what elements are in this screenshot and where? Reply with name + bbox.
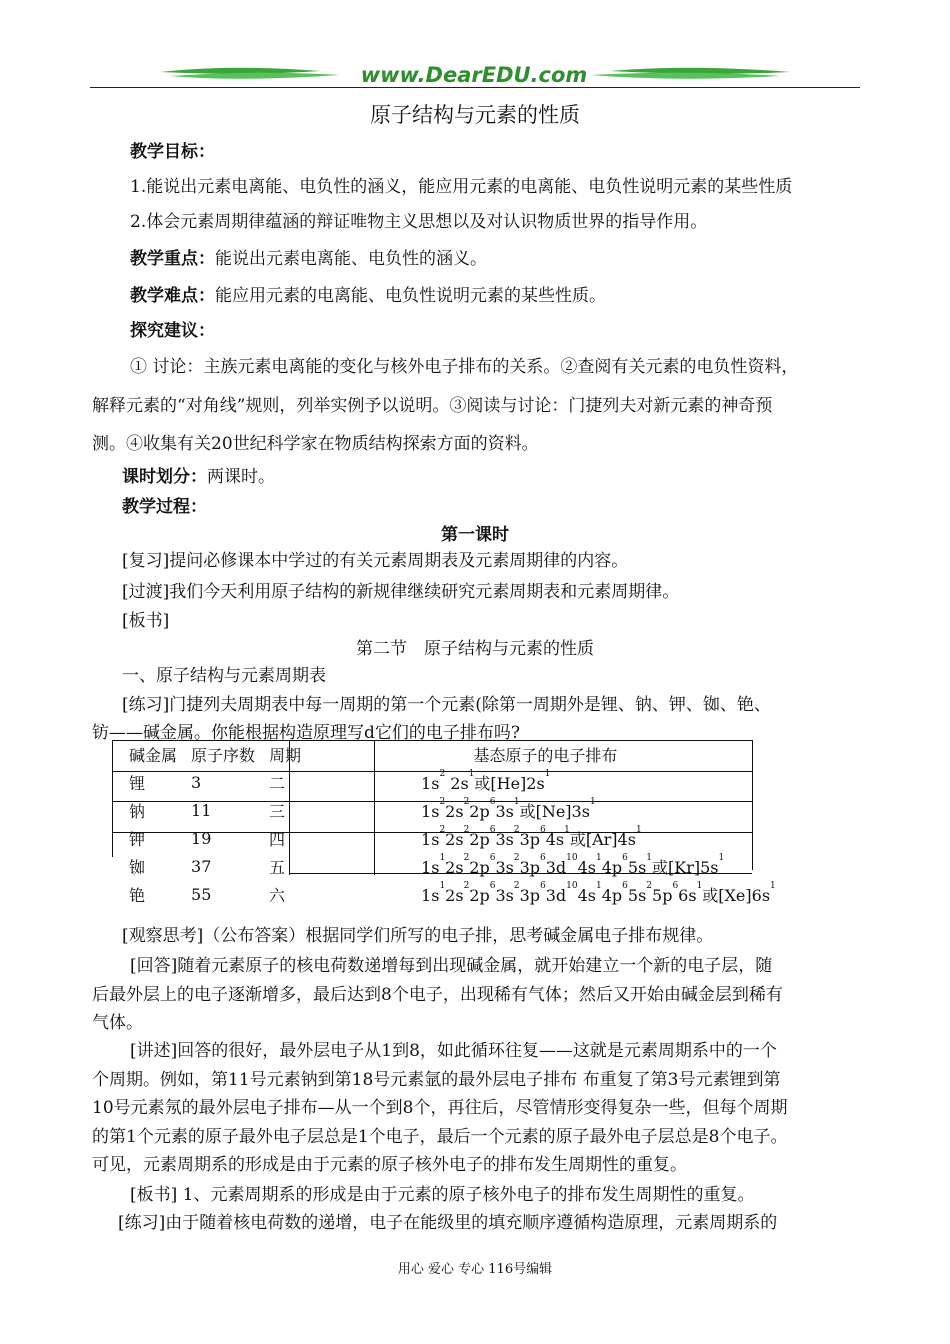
exercise2-line: [练习]由于随着核电荷数的递增，电子在能级里的填充顺序遵循构造原理，元素周期系的	[118, 1213, 778, 1233]
answer-line-1: [回答]随着元素原子的核电荷数递增每到出现碱金属，就开始建立一个新的电子层，随	[130, 956, 773, 976]
answer-line-3: 气体。	[92, 1013, 143, 1033]
header-cell-config: 基态原子的电子排布	[473, 745, 618, 765]
cell-number: 11	[191, 800, 212, 820]
suggestion-line-2: 解释元素的“对角线”规则，列举实例予以说明。③阅读与讨论：门捷列夫对新元素的神奇预	[92, 396, 773, 416]
cell-number: 3	[191, 772, 202, 792]
cell-config-k: $1s^22s^22p^63s^23p^64s^1$或$[Ar]4s^1$	[421, 824, 642, 849]
header-rule	[90, 87, 860, 88]
cell-number: 37	[191, 856, 212, 876]
table-row	[115, 796, 776, 824]
objective-item-2: 2.体会元素周期律蕴涵的辩证唯物主义思想以及对认识物质世界的指导作用。	[130, 212, 708, 232]
observe-line: [观察思考]（公布答案）根据同学们所写的电子排，思考碱金属电子排布规律。	[122, 926, 714, 946]
cell-period: 四	[269, 829, 286, 849]
lesson1-title: 第一课时	[441, 525, 509, 545]
key-point-label: 教学重点：	[130, 249, 215, 269]
lecture-line-1: [讲述]回答的很好，最外层电子从1到8，如此循环往复——这就是元素周期系中的一个	[130, 1041, 777, 1061]
header-cell-metal: 碱金属	[129, 745, 178, 765]
alkali-metal-table	[115, 740, 776, 908]
cell-period: 三	[269, 801, 286, 821]
cell-number: 19	[191, 828, 212, 848]
suggestion-heading: 探究建议：	[130, 321, 215, 341]
cell-name: 锂	[129, 773, 146, 793]
lecture-line-2: 个周期。例如，第11号元素钠到第18号元素氩的最外层电子排布 布重复了第3号元素锂到第	[92, 1070, 781, 1090]
schedule	[122, 466, 275, 488]
cell-name: 钾	[129, 829, 146, 849]
suggestion-line-3: 测。④收集有关20世纪科学家在物质结构探索方面的资料。	[92, 434, 539, 454]
review-line: [复习]提问必修课本中学过的有关元素周期表及元素周期律的内容。	[122, 551, 629, 571]
difficulty-text: 能应用元素的电离能、电负性说明元素的某些性质。	[215, 286, 606, 306]
table-row	[115, 880, 776, 908]
objective-item-1: 1.能说出元素电离能、电负性的涵义，能应用元素的电离能、电负性说明元素的某些性质	[130, 177, 793, 197]
table-header-row	[115, 740, 776, 768]
suggestion-line-1: ① 讨论：主族元素电离能的变化与核外电子排布的关系。②查阅有关元素的电负性资料，	[130, 357, 799, 377]
cell-config-li: $1s^2$ $2s^1$或$[He]2s^1$	[421, 768, 551, 793]
header-cell-period: 周期	[269, 745, 302, 765]
page-footer: 用心 爱心 专心 116号编辑	[397, 1262, 553, 1277]
table-row	[115, 852, 776, 880]
process-heading: 教学过程：	[122, 497, 207, 517]
difficulty	[130, 285, 606, 307]
answer-line-2: 后最外层上的电子逐渐增多，最后达到8个电子，出现稀有气体；然后又开始由碱金层到稀有	[92, 985, 783, 1005]
cell-config-na: $1s^22s^22p^63s^1$或$[Ne]3s^1$	[421, 796, 596, 821]
schedule-text: 两课时。	[207, 467, 275, 487]
key-point	[130, 248, 487, 270]
subsection-title: 一、原子结构与元素周期表	[122, 666, 326, 686]
cell-number: 55	[191, 884, 212, 904]
cell-period: 六	[269, 885, 286, 905]
table-row	[115, 768, 776, 796]
table-border-left	[112, 740, 113, 857]
cell-name: 铯	[129, 885, 146, 905]
cell-name: 钠	[129, 801, 146, 821]
lecture-line-5: 可见，元素周期系的形成是由于元素的原子核外电子的排布发生周期性的重复。	[92, 1155, 687, 1175]
header-logo-text: www.DearEDU.com	[360, 63, 588, 87]
cell-config-rb: $1s^12s^22p^63s^23p^63d^{10}4s^14p^65s^1$或$[Kr]5s^1$	[421, 852, 725, 877]
key-point-text: 能说出元素电离能、电负性的涵义。	[215, 249, 487, 269]
header-cell-number: 原子序数	[191, 745, 256, 765]
cell-name: 铷	[129, 857, 146, 877]
transition-line: [过渡]我们今天利用原子结构的新规律继续研究元素周期表和元素周期律。	[122, 582, 680, 602]
objectives-heading: 教学目标：	[130, 142, 215, 162]
cell-config-cs: $1s^12s^22p^63s^23p^63d^{10}4s^14p^65s^25p^66s^1$或$[Xe]6s^1$	[421, 880, 776, 905]
board-line-2: [板书] 1、元素周期系的形成是由于元素的原子核外电子的排布发生周期性的重复。	[130, 1185, 755, 1205]
schedule-label: 课时划分：	[122, 467, 207, 487]
cell-period: 二	[269, 773, 286, 793]
page-title: 原子结构与元素的性质	[370, 103, 580, 127]
lecture-line-3: 10号元素氖的最外层电子排布—从一个到8个，再往后，尽管情形变得复杂一些，但每个周期	[92, 1098, 788, 1118]
exercise-line-2: 钫——碱金属。你能根据构造原理写d它们的电子排布吗?	[92, 723, 520, 743]
section-title: 第二节 原子结构与元素的性质	[356, 639, 594, 659]
table-row	[115, 824, 776, 852]
cell-period: 五	[269, 857, 286, 877]
difficulty-label: 教学难点：	[130, 286, 215, 306]
exercise-line-1: [练习]门捷列夫周期表中每一周期的第一个元素(除第一周期外是锂、钠、钾、铷、铯、	[122, 695, 771, 715]
board-label: [板书]	[122, 611, 170, 631]
lecture-line-4: 的第1个元素的原子最外电子层总是1个电子，最后一个元素的原子最外电子层总是8个电子。	[92, 1127, 788, 1147]
